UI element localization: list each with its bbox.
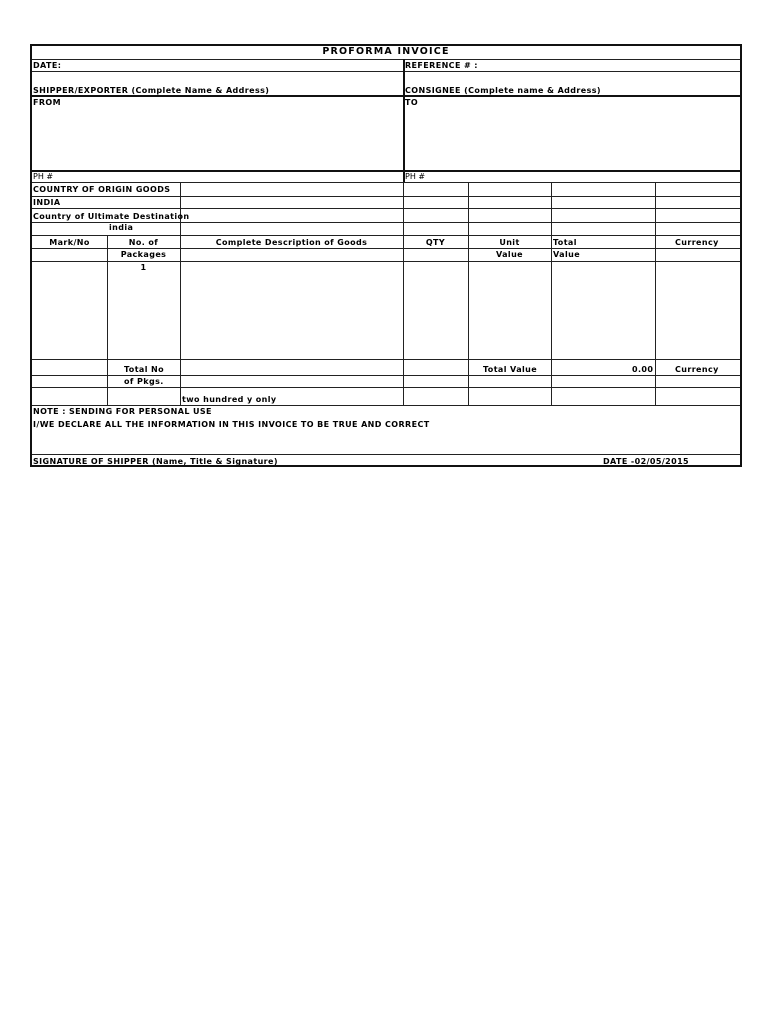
invoice-title: PROFORMA INVOICE [322, 46, 450, 57]
row-divider [32, 196, 740, 197]
column-header-description: Complete Description of Goods [215, 238, 368, 247]
total-packages-label: Total No [124, 365, 165, 374]
column-divider [403, 59, 405, 182]
row-divider [32, 222, 740, 223]
row-divider [32, 387, 740, 388]
column-divider [655, 182, 656, 405]
row-divider [32, 208, 740, 209]
origin-value: INDIA [33, 198, 61, 207]
column-divider [468, 182, 469, 405]
note-text: NOTE : SENDING FOR PERSONAL USE [33, 407, 212, 416]
column-divider [107, 235, 108, 405]
shipper-label: SHIPPER/EXPORTER (Complete Name & Address) [33, 86, 270, 95]
total-value-label: Total Value [483, 365, 538, 374]
column-header-total-value: Value [553, 250, 581, 259]
invoice-date: DATE -02/05/2015 [603, 457, 690, 466]
consignee-phone-label: PH # [405, 172, 426, 181]
column-header-total-value: Total [553, 238, 577, 247]
shipper-phone-label: PH # [33, 172, 54, 181]
row-divider [32, 170, 740, 172]
row-divider [32, 261, 740, 262]
destination-value: india [109, 223, 134, 232]
reference-label: REFERENCE # : [405, 61, 478, 70]
declaration-text: I/WE DECLARE ALL THE INFORMATION IN THIS INVOICE TO BE TRUE AND CORRECT [33, 420, 430, 429]
row-divider [32, 248, 740, 249]
amount-in-words: two hundred y only [182, 395, 277, 404]
proforma-invoice-form [30, 44, 742, 467]
column-header-packages: No. of [128, 238, 159, 247]
row-divider [32, 359, 740, 360]
item-packages: 1 [140, 263, 147, 272]
row-divider [32, 375, 740, 376]
column-header-packages: Packages [120, 250, 167, 259]
column-divider [403, 182, 404, 405]
origin-label: COUNTRY OF ORIGIN GOODS [33, 185, 171, 194]
consignee-label: CONSIGNEE (Complete name & Address) [405, 86, 601, 95]
date-label: DATE: [33, 61, 62, 70]
column-header-unit-value: Value [495, 250, 523, 259]
total-packages-label: of Pkgs. [124, 377, 164, 386]
row-divider [32, 59, 740, 60]
row-divider [32, 405, 740, 406]
column-header-qty: QTY [425, 238, 446, 247]
row-divider [32, 182, 740, 183]
signature-label: SIGNATURE OF SHIPPER (Name, Title & Signature) [33, 457, 278, 466]
total-currency: Currency [675, 365, 719, 374]
column-header-mark: Mark/No [49, 238, 90, 247]
row-divider [32, 71, 740, 72]
from-label: FROM [33, 98, 61, 107]
column-header-unit-value: Unit [499, 238, 520, 247]
row-divider [32, 454, 740, 455]
row-divider [32, 235, 740, 236]
destination-label: Country of Ultimate Destination [33, 212, 190, 221]
column-divider [551, 182, 552, 405]
total-value: 0.00 [632, 365, 654, 374]
to-label: TO [405, 98, 419, 107]
column-header-currency: Currency [675, 238, 719, 247]
